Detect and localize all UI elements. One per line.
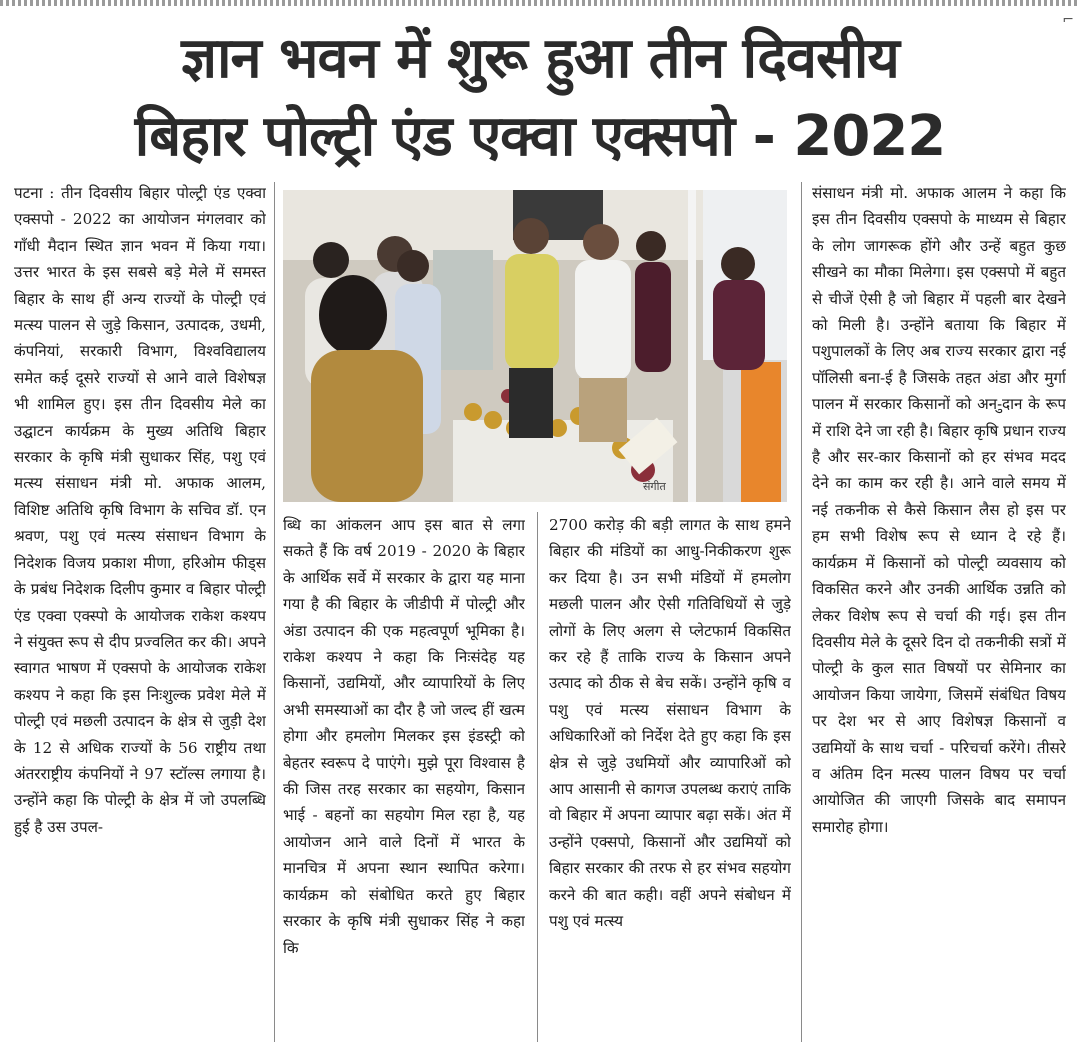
top-dotted-rule	[0, 0, 1080, 6]
corner-mark-icon: ⌐	[1062, 12, 1074, 28]
headline-line-1: ज्ञान भवन में शुरू हुआ तीन दिवसीय	[181, 26, 899, 91]
headline	[0, 20, 1080, 176]
event-photo-illustration	[283, 190, 787, 502]
column-divider-3	[801, 182, 802, 1042]
article-paragraph-3: 2700 करोड़ की बड़ी लागत के साथ हमने बिहार की मंडियों का आधु-निकीकरण शुरू कर दिया है। उन सभी मंडियों में हमलोग मछली पालन और ऐसी गतिविधियों से जुड़े लोगों के लिए अलग से प्लेटफार्म विकसित कर रहे हैं ताकि राज्य के किसान अपने उत्पाद को ठीक से बेच सकें। उन्होंने कृषि व पशु एवं मत्स्य संसाधन विभाग के अधिकारिओं को निर्देश देते हुए कहा कि इस क्षेत्र से जुड़े उधमियों और व्यापारिओं को आप आसानी से कागज उपलब्ध कराएं ताकि वो बिहार में अपना व्यापार बढ़ा सकें। अंत में उन्होंने एक्सपो, किसानों और उद्यमियों को बिहार सरकार की तरफ से हर संभव सहयोग करने की बात कही। वहीं अपने संबोधन में पशु एवं मत्स्य	[549, 516, 791, 931]
column-divider-2	[537, 512, 538, 1042]
article-column-2	[283, 512, 525, 1042]
article-paragraph-1: पटना : तीन दिवसीय बिहार पोल्ट्री एंड एक्वा एक्सपो - 2022 का आयोजन मंगलवार को गाँधी मैदान स्थित ज्ञान भवन में किया गया। उत्तर भारत के इस सबसे बड़े मेले में समस्त बिहार के साथ हीं अन्य राज्यों के पोल्ट्री एवं मत्स्य पालन से जुड़े किसान, उत्पादक, उधमी, कंपनियां, सरकारी विभाग, विश्वविद्यालय समेत कई दूसरे राज्यों से आने वाले विशेषज्ञ भी शामिल हुए। इस तीन दिवसीय मेले का उद्घाटन कार्यक्रम के मुख्य अतिथि बिहार सरकार के कृषि मंत्री सुधाकर सिंह, पशु एवं मत्स्य संसाधन मंत्री मो. अफाक आलम, विशिष्ट अतिथि कृषि विभाग के सचिव डॉ. एन श्रवण, पशु एवं मत्स्य संसाधन विभाग के निदेशक विजय प्रकाश मीणा, हरिओम फीड्स के प्रबंध निदेशक दिलीप कुमार व बिहार पोल्ट्री एंड एक्वा एक्स्पो के आयोजक राकेश कश्यप ने संयुक्त रूप से दीप प्रज्वलित कर की। अपने स्वागत भाषण में एक्सपो के आयोजक राकेश कश्यप ने कहा कि इस निःशुल्क प्रवेश मेले में पोल्ट्री एवं मछली उत्पादन के क्षेत्र से जुड़ी देश के 12 से अधिक राज्यों के 56 राष्ट्रीय तथा अंतरराष्ट्रीय कंपनियों ने 97 स्टॉल्स लगाया है। उन्होंने कहा कि पोल्ट्री के क्षेत्र में जो उपलब्धि हुई है उस उपल-	[14, 184, 266, 836]
event-photo	[283, 190, 787, 502]
article-column-4	[812, 180, 1066, 1042]
booth-label: संगीत	[643, 480, 666, 493]
headline-line-2: बिहार पोल्ट्री एंड एक्वा एक्सपो - 2022	[134, 104, 946, 169]
article-paragraph-2: ब्धि का आंकलन आप इस बात से लगा सकते हैं कि वर्ष 2019 - 2020 के बिहार के आर्थिक सर्वे में सरकार के द्वारा यह माना गया है की बिहार के जीडीपी में पोल्ट्री और अंडा उत्पादन की एक महत्वपूर्ण भूमिका है। राकेश कश्यप ने कहा कि निःसंदेह यह किसानों, उद्यमियों, और व्यापारियों के लिए अभी समस्याओं का दौर है जो जल्द हीं खत्म होगा और हमलोग मिलकर इस इंडस्ट्री को बेहतर स्वरूप दे पाएंगे। मुझे पूरा विश्वास है की जिस तरह सरकार का सहयोग, किसान भाई - बहनों का सहयोग मिल रहा है, यह आयोजन आने वाले दिनों में भारत के मानचित्र में अपना स्थान स्थापित करेगा। कार्यक्रम को संबोधित करते हुए बिहार सरकार के कृषि मंत्री सुधाकर सिंह ने कहा कि	[283, 516, 525, 957]
article-column-1	[14, 180, 266, 1042]
article-column-3	[549, 512, 791, 1042]
column-divider-1	[274, 182, 275, 1042]
article-paragraph-4: संसाधन मंत्री मो. अफाक आलम ने कहा कि इस तीन दिवसीय एक्सपो के माध्यम से बिहार के लोग जागरूक होंगे और उन्हें बहुत कुछ सीखने का मौका मिलेगा। इस एक्सपो में बहुत से चीजें ऐसी है जो बिहार में पहली बार देखने को मिली है। उन्होंने बताया कि बिहार में पशुपालकों के लिए अब राज्य सरकार द्वारा नई पॉलिसी बना-ई है जिसके तहत अंडा और मुर्गा पालन में सरकार किसानों को अन-ुदान के रूप में राशि देने जा रही है। बिहार कृषि प्रधान राज्य है और सर-कार किसानों को हर संभव मदद देने का काम कर रही है। आने वाले समय में नई तकनीक से कैसे किसान लैस हो इस पर हम सभी विशेष रूप से ध्यान दे रहे हैं। कार्यक्रम में किसानों को पोल्ट्री व्यवसाय को विकसित करने और उनकी आर्थिक उन्नति को लेकर विशेष रूप से चर्चा की गई। इस तीन दिवसीय मेले के दूसरे दिन दो तकनीकी सत्रों में पोल्ट्री के कुल सात विषयों पर सेमिनार का आयोजन किया जायेगा, जिसमें संबंधित विषय पर देश भर से आए विशेषज्ञ किसानों व उद्यमियों के साथ चर्चा - परिचर्चा करेंगे। तीसरे व अंतिम दिन मत्स्य पालन विषय पर चर्चा आयोजित की जाएगी जिसके बाद समापन समारोह होगा।	[812, 184, 1066, 836]
